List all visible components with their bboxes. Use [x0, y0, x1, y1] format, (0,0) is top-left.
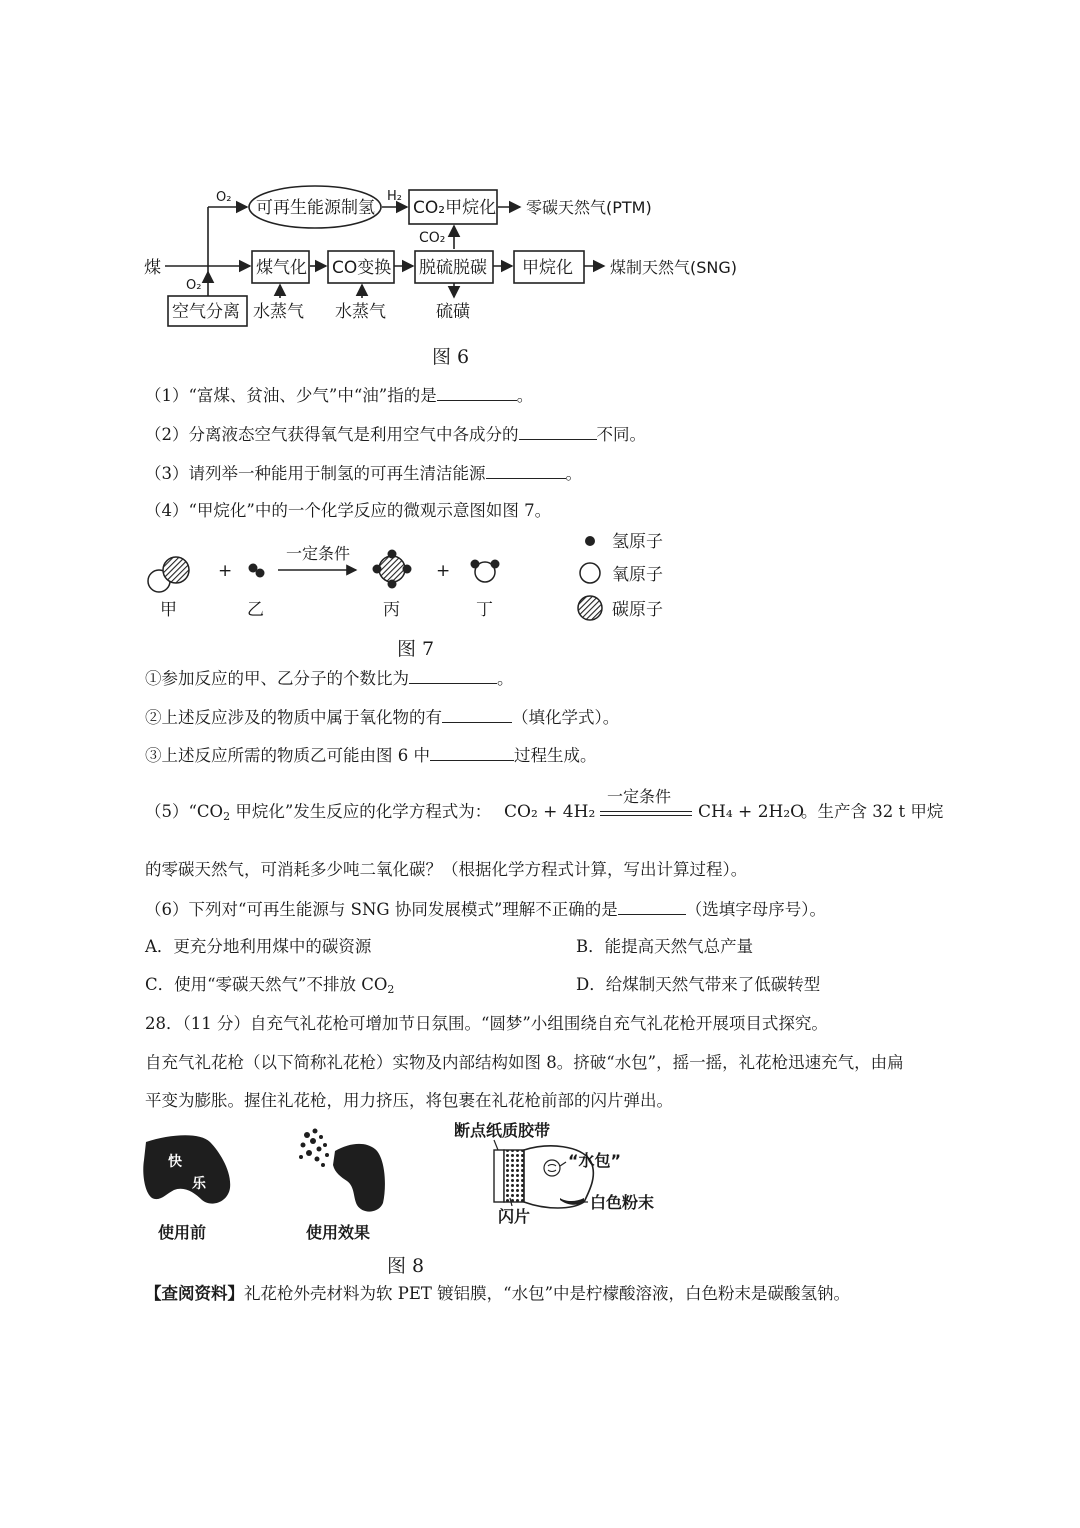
question-3: （3）请列举一种能用于制氢的可再生清洁能源 。: [145, 464, 582, 483]
question-6: （6）下列对“可再生能源与 SNG 协同发展模式”理解不正确的是 （选填字母序号）。: [145, 900, 827, 919]
fig7-legend-c: 碳原子: [612, 600, 663, 620]
reference-label: 【查阅资料】: [145, 1284, 244, 1303]
figure-6-flowchart: [140, 175, 780, 335]
party-popper-effect-image: [295, 1125, 395, 1217]
fig8-kuai-char: 快: [168, 1154, 182, 1170]
answer-blank-2[interactable]: [519, 423, 597, 440]
answer-blank-4-3[interactable]: [430, 744, 514, 761]
fig7-bing: 丙: [383, 600, 400, 620]
fig8-powder-label: 白色粉末: [590, 1193, 655, 1212]
option-c: C．使用“零碳天然气”不排放 $CO_2$: [145, 975, 395, 996]
question-4: （4）“甲烷化”中的一个化学反应的微观示意图如图 7。: [145, 501, 552, 520]
answer-blank-1[interactable]: [437, 384, 517, 401]
jia-carbon-atom: [163, 557, 189, 583]
fig8-effect-caption: 使用效果: [306, 1223, 371, 1242]
fig6-steam2: 水蒸气: [335, 302, 386, 322]
fig6-coal: 煤: [144, 258, 161, 278]
question-4-1: ①参加反应的甲、乙分子的个数比为 。: [145, 669, 514, 688]
fig6-co-shift: CO变换: [332, 258, 392, 278]
fig6-h2: H₂: [387, 189, 402, 204]
fig6-renewable-h2: 可再生能源制氢: [256, 198, 375, 218]
equation-condition: 一定条件: [607, 787, 672, 806]
question-4-3: ③上述反应所需的物质乙可能由图 6 中 过程生成。: [145, 746, 597, 765]
ding-hydrogen-atom-1: [471, 560, 480, 569]
party-popper-structure-diagram: [450, 1118, 680, 1226]
equation-right: CH₄ + 2H₂O: [698, 802, 805, 822]
option-d: D．给煤制天然气带来了低碳转型: [576, 975, 821, 994]
fig6-methanation: 甲烷化: [522, 258, 573, 278]
fig7-legend-h: 氢原子: [612, 532, 663, 552]
fig6-ptm-out: 零碳天然气(PTM): [526, 198, 652, 217]
figure-7-reaction: [140, 528, 700, 628]
ding-hydrogen-atom-2: [491, 560, 500, 569]
question-4-2: ②上述反应涉及的物质中属于氧化物的有 （填化学式）。: [145, 708, 620, 727]
fig7-plus-2: +: [436, 561, 451, 581]
fig8-flakes-label: 闪片: [498, 1207, 531, 1226]
figure-7-label: 图 7: [397, 638, 435, 660]
question-28: 28．（11 分）自充气礼花枪可增加节日氛围。“圆梦”小组围绕自充气礼花枪开展项目式探究。: [145, 1014, 828, 1033]
chemical-equation: [504, 784, 804, 824]
legend-carbon-symbol: [578, 596, 602, 620]
question-2: （2）分离液态空气获得氧气是利用空气中各成分的 不同。: [145, 425, 646, 444]
fig6-gasification: 煤气化: [256, 258, 307, 278]
equation-left: CO₂ + 4H₂: [504, 802, 596, 822]
fig7-legend-o: 氧原子: [612, 565, 663, 585]
fig6-steam1: 水蒸气: [253, 302, 304, 322]
fig6-co2-methanation: CO₂甲烷化: [413, 198, 497, 218]
fig8-water-bag-label: “水包”: [568, 1151, 622, 1170]
party-popper-before-image: [140, 1132, 250, 1218]
legend-hydrogen-symbol: [585, 536, 595, 546]
fig8-before-caption: 使用前: [158, 1223, 207, 1242]
question-5-line-2: 的零碳天然气，可消耗多少吨二氧化碳？（根据化学方程式计算，写出计算过程）。: [145, 860, 748, 879]
equation-equals-bar-1: [600, 811, 692, 812]
fig7-yi: 乙: [247, 600, 264, 620]
bing-hydrogen-atom-bottom: [388, 580, 397, 589]
fig8-tape-label: 断点纸质胶带: [454, 1121, 551, 1140]
reference-info: [145, 1283, 850, 1305]
fig6-sulfur: 硫磺: [436, 302, 470, 322]
bing-carbon-atom: [379, 556, 405, 582]
legend-oxygen-symbol: [580, 563, 600, 583]
fig8-le-char: 乐: [192, 1176, 206, 1192]
bing-hydrogen-atom-right: [403, 565, 412, 574]
option-a: A．更充分地利用煤中的碳资源: [145, 937, 372, 956]
figure-6-label: 图 6: [432, 346, 470, 368]
answer-blank-4-2[interactable]: [442, 706, 512, 723]
answer-blank-4-1[interactable]: [409, 667, 497, 684]
option-b: B．能提高天然气总产量: [576, 937, 754, 956]
intro-line-2: 平变为膨胀。握住礼花枪，用力挤压，将包裹在礼花枪前部的闪片弹出。: [145, 1091, 673, 1110]
equation-equals-bar-2: [600, 815, 692, 816]
fig7-ding: 丁: [476, 600, 493, 620]
answer-blank-3[interactable]: [486, 462, 566, 479]
question-1: （1）“富煤、贫油、少气”中“油”指的是 。: [145, 386, 534, 405]
yi-hydrogen-atom-2: [256, 569, 265, 578]
answer-blank-6[interactable]: [618, 898, 686, 915]
fig6-desulfur: 脱硫脱碳: [419, 258, 487, 278]
fig6-air-sep: 空气分离: [172, 302, 240, 322]
fig6-o2-top: O₂: [216, 190, 232, 205]
fig7-plus-1: +: [218, 561, 233, 581]
fig7-jia: 甲: [160, 600, 177, 620]
question-5-suffix: 。生产含 32 t 甲烷: [801, 802, 944, 821]
fig6-sng-out: 煤制天然气(SNG): [610, 258, 738, 277]
fig6-o2-bottom: O₂: [186, 278, 202, 293]
question-5-line-1: $(5)“CO_2$ 甲烷化”发生反应的化学方程式为：: [145, 802, 492, 823]
figure-8-label: 图 8: [387, 1255, 425, 1277]
bing-hydrogen-atom-top: [388, 550, 397, 559]
intro-line-1: 自充气礼花枪（以下简称礼花枪）实物及内部结构如图 8。挤破“水包”，摇一摇，礼花枪迅速充气，由扁: [145, 1053, 904, 1072]
fig6-co2-label: CO₂: [419, 230, 446, 246]
fig7-condition: 一定条件: [286, 544, 351, 563]
bing-hydrogen-atom-left: [373, 565, 382, 574]
reference-text: 礼花枪外壳材料为软 PET 镀铝膜，“水包”中是柠檬酸溶液，白色粉末是碳酸氢钠。: [244, 1284, 851, 1303]
